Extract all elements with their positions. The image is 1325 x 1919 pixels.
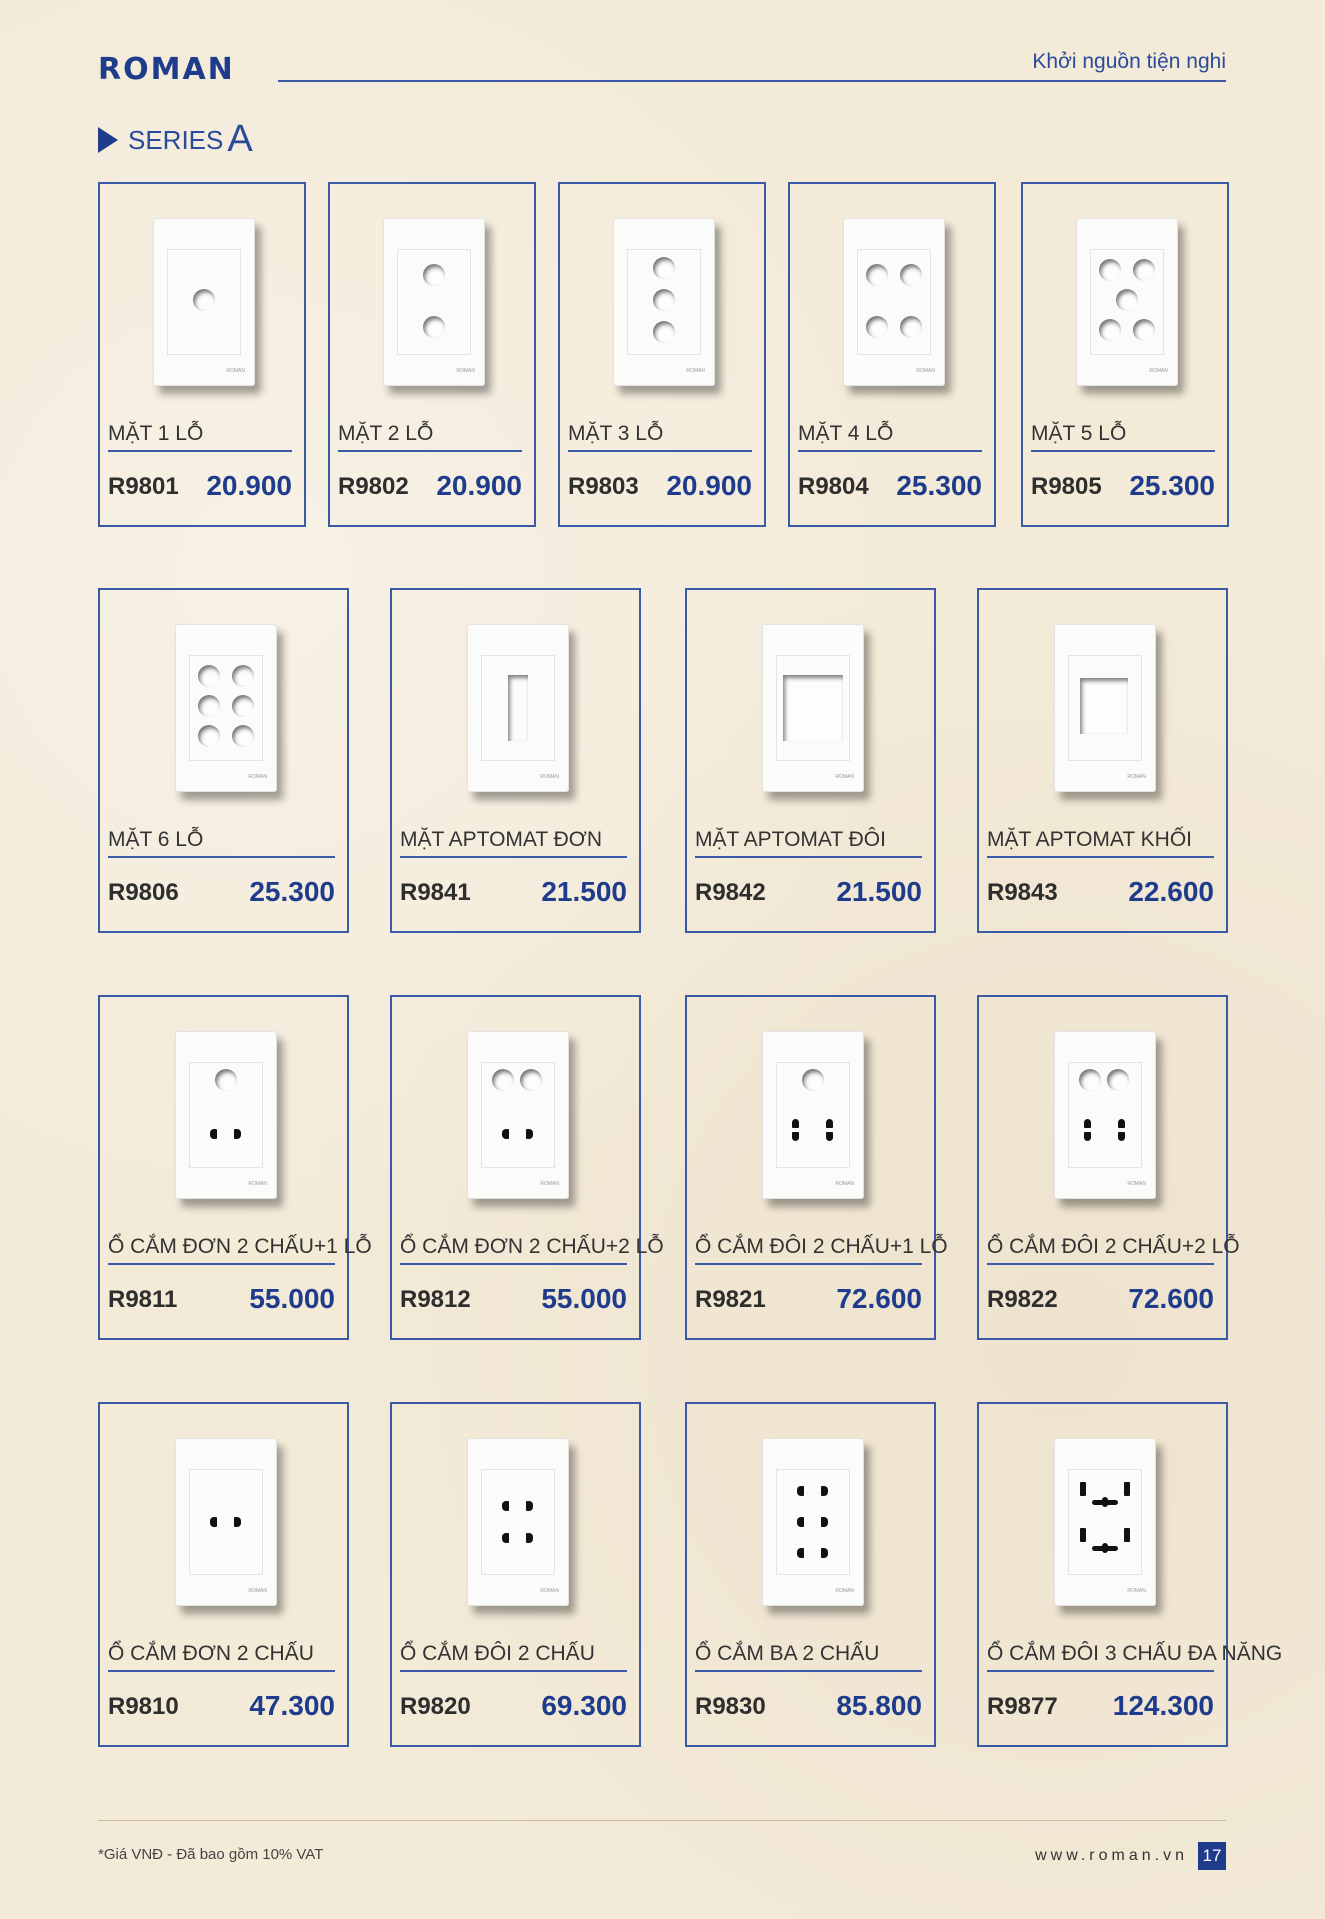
plate-brand-mark: ROMAN	[1127, 1181, 1146, 1187]
product-price: 20.900	[436, 470, 522, 501]
product-code: R9841	[400, 879, 471, 906]
product-name: Ổ CẮM ĐƠN 2 CHẤU+1 LỖ	[108, 1235, 335, 1265]
socket-double-icon	[467, 1438, 569, 1606]
product-card	[977, 995, 1240, 1340]
socket-pin	[1118, 1132, 1125, 1141]
plate-brand-mark: ROMAN	[540, 1588, 559, 1594]
switch-hole	[1116, 289, 1138, 311]
socket-single-icon	[175, 1438, 277, 1606]
website-link[interactable]: www.roman.vn	[1035, 1847, 1188, 1864]
plate-brand-mark: ROMAN	[1149, 368, 1168, 374]
product-price: 55.000	[249, 1283, 335, 1314]
switch-hole	[653, 321, 675, 343]
switch-hole	[423, 264, 445, 286]
switch-hole	[215, 1069, 237, 1091]
plate-brand-mark: ROMAN	[1127, 774, 1146, 780]
product-code: R9877	[987, 1693, 1058, 1720]
product-price: 72.600	[836, 1283, 922, 1314]
product-card	[328, 182, 536, 527]
product-card	[685, 995, 948, 1340]
product-price: 25.300	[1129, 470, 1215, 501]
product-code: R9842	[695, 879, 766, 906]
play-triangle-icon	[98, 127, 118, 153]
product-card	[977, 1402, 1283, 1747]
product-card	[558, 182, 766, 527]
product-code: R9822	[987, 1286, 1058, 1313]
switch-hole	[198, 695, 220, 717]
product-price: 21.500	[836, 876, 922, 907]
product-price: 47.300	[249, 1690, 335, 1721]
plate-brand-mark: ROMAN	[248, 774, 267, 780]
socket-pin	[797, 1517, 804, 1527]
plate-frame	[481, 1469, 555, 1575]
plate-brand-mark: ROMAN	[226, 368, 245, 374]
switch-hole	[802, 1069, 824, 1091]
socket-single-2-hole-icon	[467, 1031, 569, 1199]
product-name: Ổ CẮM ĐƠN 2 CHẤU+2 LỖ	[400, 1235, 627, 1265]
product-code: R9830	[695, 1693, 766, 1720]
section-title	[98, 118, 253, 161]
plate-brand-mark: ROMAN	[1127, 1588, 1146, 1594]
product-code: R9820	[400, 1693, 471, 1720]
socket-pin	[797, 1486, 804, 1496]
product-price: 72.600	[1128, 1283, 1214, 1314]
price-note: *Giá VNĐ - Đã bao gồm 10% VAT	[98, 1846, 324, 1863]
switch-hole	[900, 264, 922, 286]
product-card	[685, 1402, 936, 1747]
product-price: 85.800	[836, 1690, 922, 1721]
socket-pin	[526, 1501, 533, 1511]
product-code: R9843	[987, 879, 1058, 906]
socket-pin	[234, 1129, 241, 1139]
socket-double-1-hole-icon	[762, 1031, 864, 1199]
socket-pin	[1084, 1119, 1091, 1128]
switch-hole	[1107, 1069, 1129, 1091]
socket-pin	[526, 1129, 533, 1139]
socket-pin	[502, 1501, 509, 1511]
switch-hole	[198, 725, 220, 747]
product-card	[98, 182, 306, 527]
switch-hole	[193, 289, 215, 311]
product-code: R9804	[798, 473, 869, 500]
plate-frame	[857, 249, 931, 355]
plate-breaker-double-icon	[762, 624, 864, 792]
socket-pin	[792, 1132, 799, 1141]
product-price: 55.000	[541, 1283, 627, 1314]
product-card	[1021, 182, 1229, 527]
socket-pin	[1118, 1119, 1125, 1128]
socket-pin	[1124, 1528, 1130, 1542]
plate-breaker-single-icon	[467, 624, 569, 792]
socket-pin	[792, 1119, 799, 1128]
switch-hole	[1079, 1069, 1101, 1091]
socket-pin	[797, 1548, 804, 1558]
plate-brand-mark: ROMAN	[248, 1588, 267, 1594]
product-card	[685, 588, 936, 933]
product-card	[98, 995, 372, 1340]
section-letter: A	[227, 118, 253, 160]
product-price: 124.300	[1112, 1690, 1214, 1721]
socket-pin	[526, 1533, 533, 1543]
product-name: MẶT 2 LỖ	[338, 422, 522, 452]
switch-hole	[1099, 259, 1121, 281]
socket-pin	[1080, 1528, 1086, 1542]
product-code: R9821	[695, 1286, 766, 1313]
product-code: R9801	[108, 473, 179, 500]
plate-frame	[189, 1469, 263, 1575]
socket-pin	[821, 1486, 828, 1496]
plate-2-hole-icon	[383, 218, 485, 386]
socket-pin	[502, 1533, 509, 1543]
switch-hole	[653, 289, 675, 311]
header-rule	[278, 80, 1226, 82]
page-number: 17	[1198, 1842, 1226, 1870]
plate-breaker-block-icon	[1054, 624, 1156, 792]
product-price: 25.300	[249, 876, 335, 907]
socket-pin	[821, 1517, 828, 1527]
product-price: 21.500	[541, 876, 627, 907]
product-price: 20.900	[666, 470, 752, 501]
socket-pin	[210, 1129, 217, 1139]
product-name: MẶT 6 LỖ	[108, 828, 335, 858]
product-name: Ổ CẮM ĐÔI 2 CHẤU	[400, 1642, 627, 1672]
plate-brand-mark: ROMAN	[248, 1181, 267, 1187]
plate-brand-mark: ROMAN	[835, 1181, 854, 1187]
product-code: R9812	[400, 1286, 471, 1313]
plate-brand-mark: ROMAN	[835, 1588, 854, 1594]
product-name: MẶT 4 LỖ	[798, 422, 982, 452]
product-code: R9810	[108, 1693, 179, 1720]
product-card	[98, 588, 349, 933]
product-name: MẶT 3 LỖ	[568, 422, 752, 452]
product-name: MẶT APTOMAT ĐÔI	[695, 828, 922, 858]
product-price: 25.300	[896, 470, 982, 501]
product-code: R9805	[1031, 473, 1102, 500]
tagline: Khởi nguồn tiện nghi	[1032, 50, 1226, 73]
brand-logo: ROMAN	[98, 52, 235, 87]
switch-hole	[1133, 259, 1155, 281]
product-name: Ổ CẮM BA 2 CHẤU	[695, 1642, 922, 1672]
socket-pin	[1124, 1482, 1130, 1496]
socket-pin	[1080, 1482, 1086, 1496]
switch-hole	[232, 665, 254, 687]
switch-hole	[198, 665, 220, 687]
product-code: R9803	[568, 473, 639, 500]
socket-pin	[210, 1517, 217, 1527]
switch-hole	[1133, 319, 1155, 341]
plate-brand-mark: ROMAN	[456, 368, 475, 374]
product-name: Ổ CẮM ĐƠN 2 CHẤU	[108, 1642, 335, 1672]
breaker-slot	[1080, 678, 1128, 734]
socket-pin	[1102, 1497, 1108, 1507]
switch-hole	[653, 257, 675, 279]
product-price: 69.300	[541, 1690, 627, 1721]
plate-6-hole-icon	[175, 624, 277, 792]
product-code: R9811	[108, 1286, 178, 1313]
socket-pin	[1102, 1543, 1108, 1553]
socket-pin	[826, 1132, 833, 1141]
product-name: Ổ CẮM ĐÔI 3 CHẤU ĐA NĂNG	[987, 1642, 1214, 1672]
product-price: 20.900	[206, 470, 292, 501]
socket-pin	[826, 1119, 833, 1128]
plate-1-hole-icon	[153, 218, 255, 386]
socket-pin	[821, 1548, 828, 1558]
switch-hole	[232, 695, 254, 717]
plate-3-hole-icon	[613, 218, 715, 386]
plate-brand-mark: ROMAN	[835, 774, 854, 780]
switch-hole	[900, 316, 922, 338]
product-name: Ổ CẮM ĐÔI 2 CHẤU+1 LỖ	[695, 1235, 922, 1265]
plate-brand-mark: ROMAN	[916, 368, 935, 374]
socket-single-1-hole-icon	[175, 1031, 277, 1199]
socket-triple-icon	[762, 1438, 864, 1606]
switch-hole	[520, 1069, 542, 1091]
product-name: Ổ CẮM ĐÔI 2 CHẤU+2 LỖ	[987, 1235, 1214, 1265]
plate-brand-mark: ROMAN	[686, 368, 705, 374]
product-price: 22.600	[1128, 876, 1214, 907]
plate-5-hole-icon	[1076, 218, 1178, 386]
socket-pin	[502, 1129, 509, 1139]
plate-brand-mark: ROMAN	[540, 774, 559, 780]
switch-hole	[866, 264, 888, 286]
breaker-slot	[783, 675, 843, 741]
product-card	[788, 182, 996, 527]
socket-pin	[234, 1517, 241, 1527]
breaker-slot	[508, 675, 528, 741]
plate-frame	[776, 1469, 850, 1575]
product-code: R9802	[338, 473, 409, 500]
plate-4-hole-icon	[843, 218, 945, 386]
product-name: MẶT APTOMAT ĐƠN	[400, 828, 627, 858]
page-header	[98, 50, 1226, 90]
product-card	[98, 1402, 349, 1747]
product-card	[390, 588, 641, 933]
product-name: MẶT 1 LỖ	[108, 422, 292, 452]
product-card	[390, 1402, 641, 1747]
socket-universal-3pin-icon	[1054, 1438, 1156, 1606]
product-card	[390, 995, 664, 1340]
plate-brand-mark: ROMAN	[540, 1181, 559, 1187]
section-prefix: SERIES	[128, 125, 224, 155]
product-card	[977, 588, 1228, 933]
product-code: R9806	[108, 879, 179, 906]
product-name: MẶT APTOMAT KHỐI	[987, 828, 1214, 858]
switch-hole	[866, 316, 888, 338]
switch-hole	[423, 316, 445, 338]
switch-hole	[1099, 319, 1121, 341]
footer-rule	[98, 1820, 1226, 1821]
switch-hole	[232, 725, 254, 747]
product-name: MẶT 5 LỖ	[1031, 422, 1215, 452]
socket-double-2-hole-icon	[1054, 1031, 1156, 1199]
socket-pin	[1084, 1132, 1091, 1141]
switch-hole	[492, 1069, 514, 1091]
